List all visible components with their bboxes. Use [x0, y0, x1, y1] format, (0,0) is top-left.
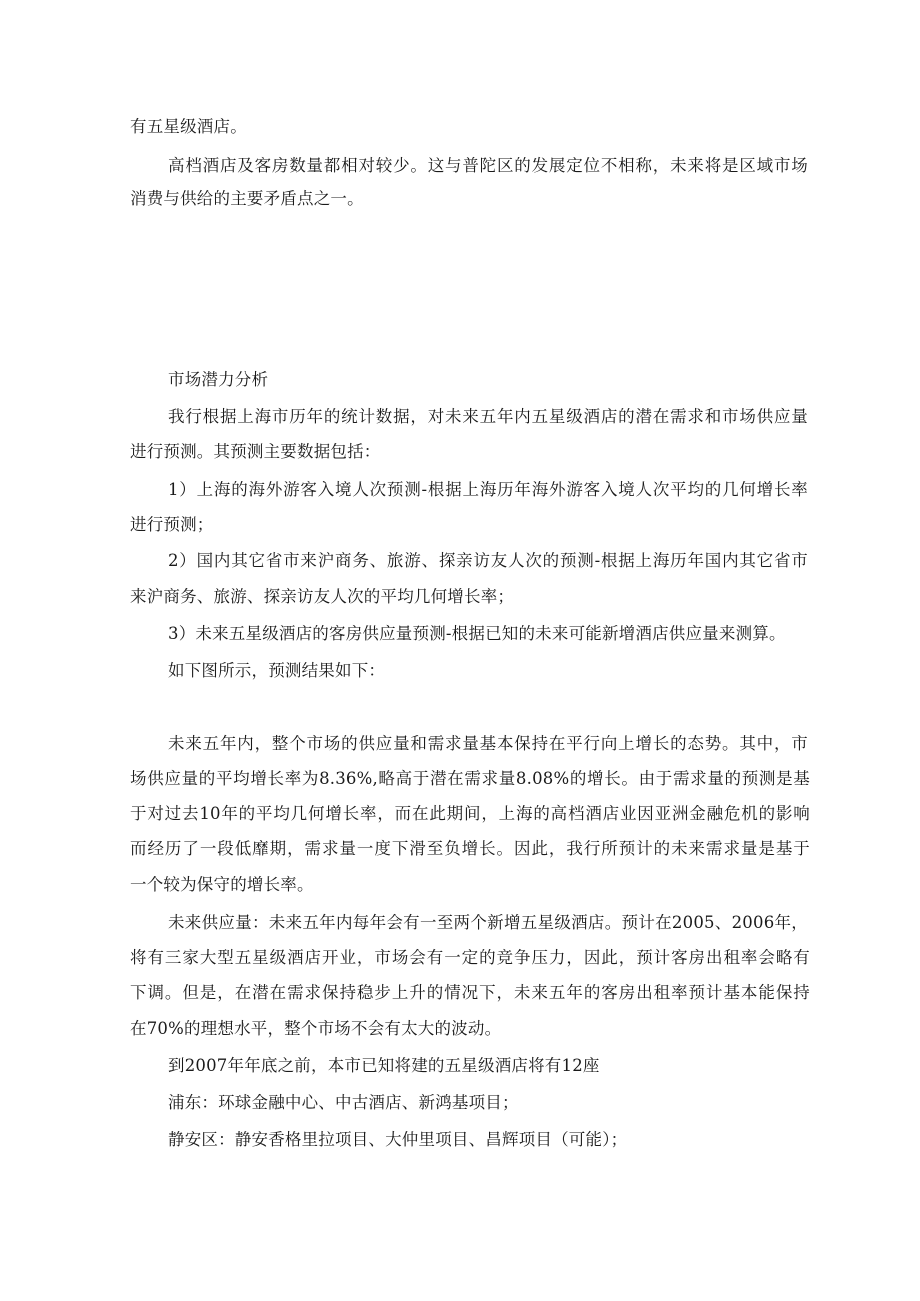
paragraph-line: 一个较为保守的增长率。 — [130, 875, 314, 894]
paragraph-line: 而经历了一段低靡期，需求量一度下滑至负增长。因此，我行所预计的未来需求量是基于 — [130, 839, 810, 858]
paragraph-line: 未来五年内，整个市场的供应量和需求量基本保持在平行向上增长的态势。其中，市 — [168, 734, 808, 753]
section-heading: 市场潜力分析 — [168, 370, 269, 389]
paragraph-line: 我行根据上海市历年的统计数据，对未来五年内五星级酒店的潜在需求和市场供应量 — [168, 407, 808, 426]
list-item-line: 3）未来五星级酒店的客房供应量预测-根据已知的未来可能新增酒店供应量来测算。 — [168, 624, 786, 643]
paragraph-line: 浦东：环球金融中心、中古酒店、新鸿基项目； — [168, 1093, 519, 1112]
paragraph-line: 到2007年年底之前，本市已知将建的五星级酒店将有12座 — [168, 1056, 600, 1075]
paragraph-line: 消费与供给的主要矛盾点之一。 — [130, 189, 364, 208]
paragraph-line: 将有三家大型五星级酒店开业，市场会有一定的竞争压力，因此，预计客房出租率会略有 — [130, 948, 810, 967]
paragraph-line: 静安区：静安香格里拉项目、大仲里项目、昌辉项目（可能）； — [168, 1130, 628, 1149]
paragraph-line: 场供应量的平均增长率为8.36%,略高于潜在需求量8.08%的增长。由于需求量的预测是基 — [130, 769, 810, 788]
list-item-line: 来沪商务、旅游、探亲访友人次的平均几何增长率； — [130, 587, 515, 606]
paragraph-line: 于对过去10年的平均几何增长率，而在此期间，上海的高档酒店业因亚洲金融危机的影响 — [130, 804, 810, 823]
paragraph-line: 如下图所示，预测结果如下： — [168, 661, 386, 680]
paragraph-line: 高档酒店及客房数量都相对较少。这与普陀区的发展定位不相称，未来将是区域市场 — [168, 156, 808, 175]
list-item-line: 进行预测； — [130, 515, 214, 534]
list-item-line: 1）上海的海外游客入境人次预测-根据上海历年海外游客入境人次平均的几何增长率 — [168, 480, 808, 499]
paragraph-line: 在70%的理想水平，整个市场不会有太大的波动。 — [130, 1019, 502, 1038]
paragraph-line: 进行预测。其预测主要数据包括： — [130, 442, 381, 461]
paragraph-line: 有五星级酒店。 — [130, 117, 247, 136]
paragraph-line: 下调。但是，在潜在需求保持稳步上升的情况下，未来五年的客房出租率预计基本能保持 — [130, 983, 810, 1002]
list-item-line: 2）国内其它省市来沪商务、旅游、探亲访友人次的预测-根据上海历年国内其它省市 — [168, 551, 808, 570]
paragraph-line: 未来供应量：未来五年内每年会有一至两个新增五星级酒店。预计在2005、2006年， — [168, 913, 808, 932]
